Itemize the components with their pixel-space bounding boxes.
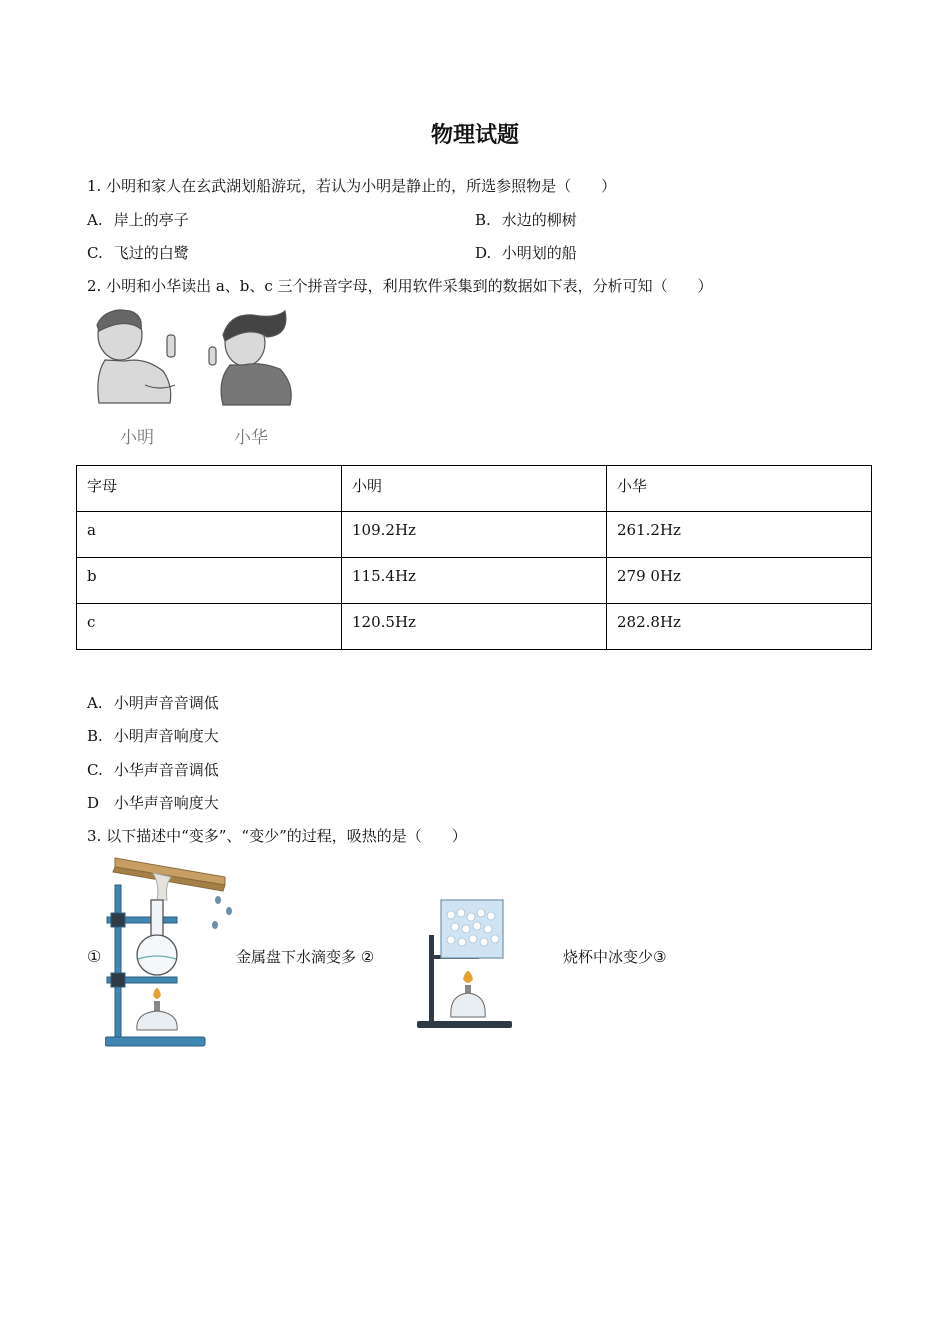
option-text: 小明声音响度大: [113, 727, 219, 745]
table-cell: c: [77, 604, 342, 650]
q1-option-a: [87, 210, 189, 230]
apparatus-beaker-ice: [413, 895, 518, 1030]
table-row: [77, 604, 872, 650]
option-label: A.: [87, 211, 103, 229]
table-row: [77, 558, 872, 604]
table-cell: 282.8Hz: [607, 604, 872, 650]
table-header-cell: 字母: [77, 466, 342, 512]
table-cell: 109.2Hz: [342, 512, 607, 558]
option-label: B.: [475, 211, 491, 229]
option-label: B.: [87, 727, 103, 745]
xiaoming-illustration: [97, 310, 175, 403]
q3-stem: 3. 以下描述中“变多”、“变少”的过程，吸热的是（ ）: [87, 827, 467, 845]
option-text: 小华声音音调低: [113, 761, 219, 779]
option-text: 小明划的船: [501, 244, 577, 262]
table-row: [77, 512, 872, 558]
q1-option-c: [87, 243, 189, 263]
option-label: A.: [87, 694, 103, 712]
table-header-cell: 小华: [607, 466, 872, 512]
table-cell: a: [77, 512, 342, 558]
option-label: C.: [87, 244, 103, 262]
q2-option-a: [87, 693, 219, 713]
table-header-row: [77, 466, 872, 512]
xiaohua-illustration: [209, 311, 291, 405]
frequency-table: [76, 465, 872, 650]
table-cell: b: [77, 558, 342, 604]
option-label: D: [87, 794, 100, 812]
table-cell: 115.4Hz: [342, 558, 607, 604]
q1-option-d: [475, 243, 577, 263]
page-title: 物理试题: [430, 123, 519, 148]
table-cell: 120.5Hz: [342, 604, 607, 650]
q3-caption-1: 金属盘下水滴变多 ②: [236, 948, 375, 966]
table-cell: 261.2Hz: [607, 512, 872, 558]
q2-option-c: [87, 760, 219, 780]
q3-caption-2: 烧杯中冰变少③: [563, 948, 667, 966]
option-text: 小明声音音调低: [113, 694, 219, 712]
option-label: D.: [475, 244, 492, 262]
q1-stem: 1. 小明和家人在玄武湖划船游玩，若认为小明是静止的，所选参照物是（ ）: [87, 177, 617, 195]
caption-xiaoming: 小明: [120, 428, 154, 448]
caption-xiaohua: 小华: [234, 428, 268, 448]
option-text: 水边的柳树: [501, 211, 577, 229]
q1-option-b: [475, 210, 577, 230]
ice-beaker-icon: [441, 900, 503, 958]
option-label: C.: [87, 761, 103, 779]
table-cell: 279 0Hz: [607, 558, 872, 604]
q2-stem: 2. 小明和小华读出 a、b、c 三个拼音字母，利用软件采集到的数据如下表，分析可知（ ）: [87, 277, 713, 295]
q3-marker-1: ①: [87, 947, 102, 966]
option-text: 飞过的白鹭: [113, 244, 189, 262]
q2-option-b: [87, 726, 219, 746]
round-flask-icon: [137, 900, 177, 975]
q2-option-d: [87, 793, 219, 813]
table-header-cell: 小明: [342, 466, 607, 512]
option-text: 岸上的亭子: [113, 211, 189, 229]
apparatus-metal-tray-flask: [105, 855, 235, 1050]
option-text: 小华声音响度大: [113, 794, 219, 812]
q2-figure-people: [85, 305, 300, 417]
alcohol-lamp-icon: [137, 988, 177, 1030]
alcohol-lamp-icon: [451, 971, 485, 1017]
